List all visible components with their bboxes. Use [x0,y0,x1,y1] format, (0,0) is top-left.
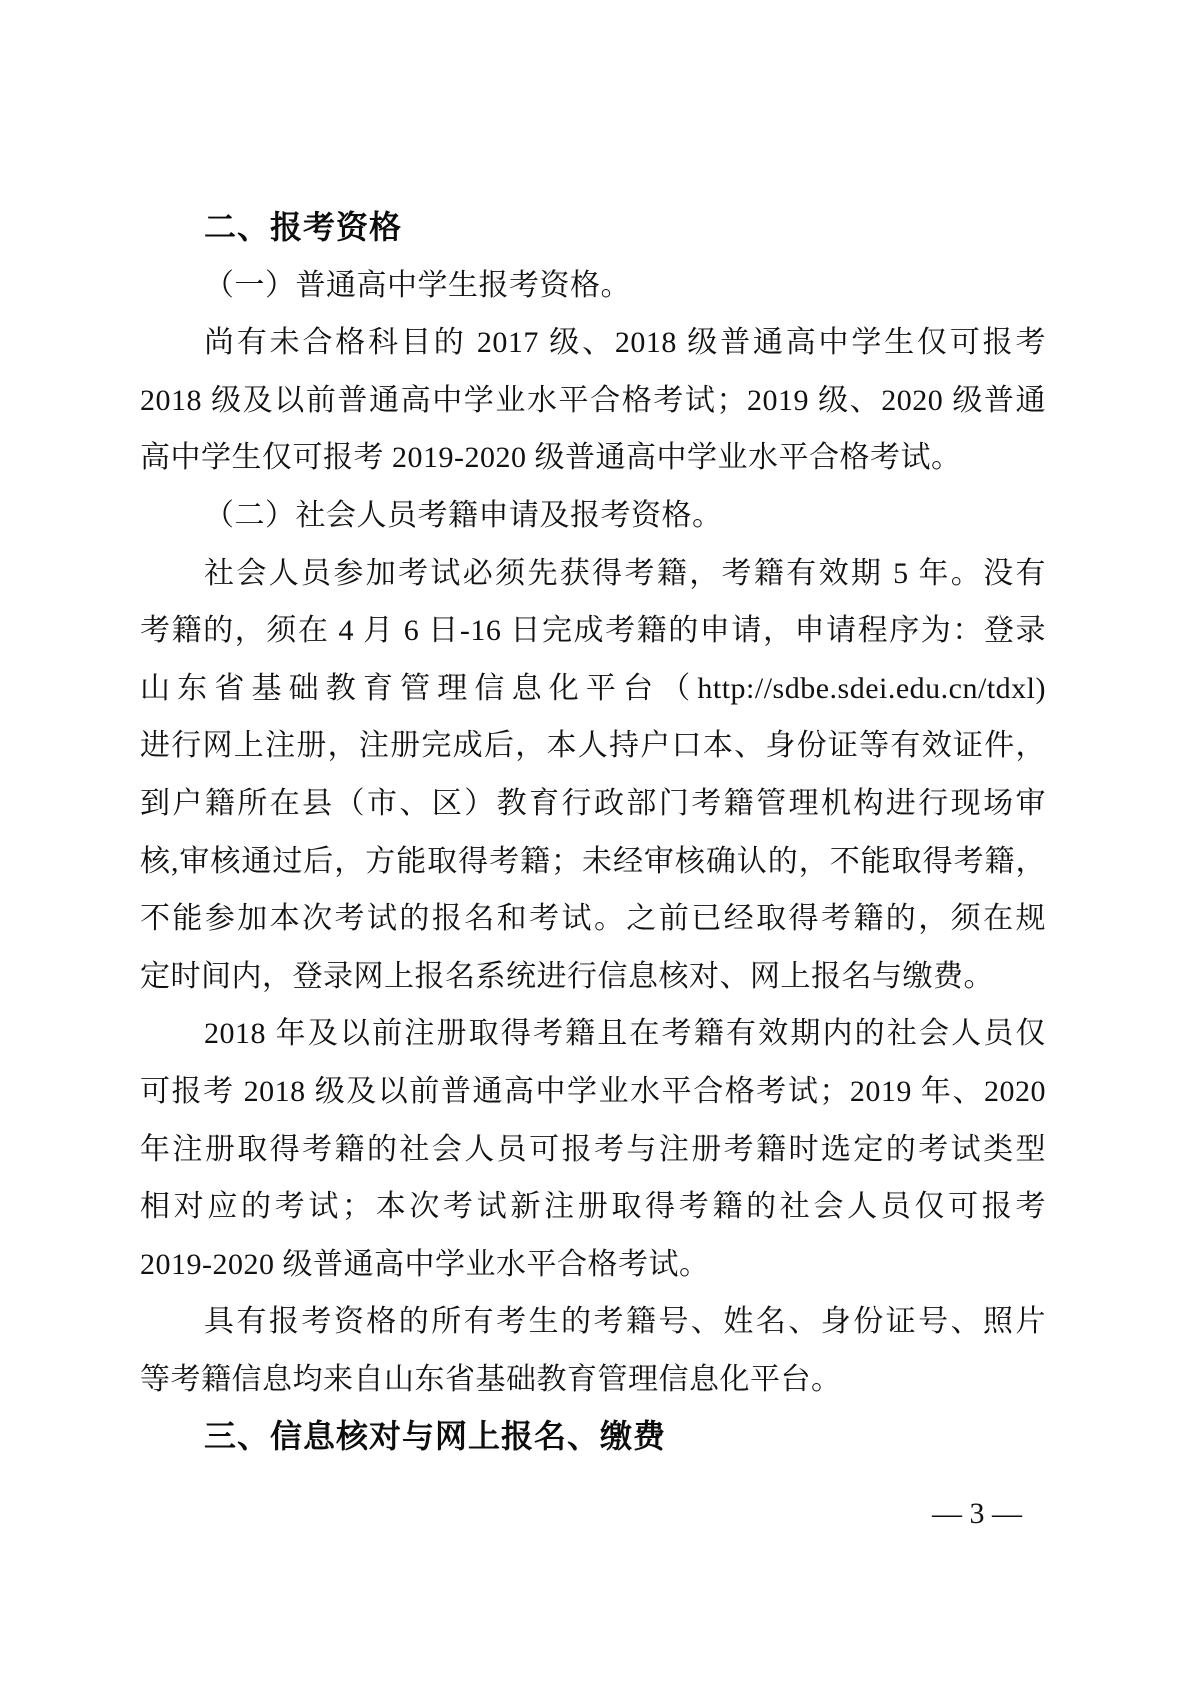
doc-line: 2019-2020 级普通高中学业水平合格考试。 [140,1247,710,1281]
doc-line: 到户籍所在县（市、区）教育行政部门考籍管理机构进行现场审 [140,786,1046,820]
doc-line: 等考籍信息均来自山东省基础教育管理信息化平台。 [140,1362,842,1396]
doc-line: 2018 年及以前注册取得考籍且在考籍有效期内的社会人员仅 [204,1017,1046,1051]
doc-line: 社会人员参加考试必须先获得考籍，考籍有效期 5 年。没有 [204,556,1046,590]
doc-line: 考籍的，须在 4 月 6 日-16 日完成考籍的申请，申请程序为：登录 [140,614,1046,648]
doc-line: 进行网上注册，注册完成后，本人持户口本、身份证等有效证件， [140,729,1046,763]
doc-line: 不能参加本次考试的报名和考试。之前已经取得考籍的，须在规 [140,902,1046,936]
page-number: — 3 — [932,1497,1022,1531]
doc-line: 尚有未合格科目的 2017 级、2018 级普通高中学生仅可报考 [204,326,1046,360]
doc-line: 具有报考资格的所有考生的考籍号、姓名、身份证号、照片 [204,1305,1046,1339]
subsection-heading-1: （一）普通高中学生报考资格。 [204,268,631,302]
doc-line: 相对应的考试；本次考试新注册取得考籍的社会人员仅可报考 [140,1190,1046,1224]
section-heading-3: 三、信息核对与网上报名、缴费 [204,1418,667,1455]
subsection-heading-2: （二）社会人员考籍申请及报考资格。 [204,498,723,532]
doc-line: 核,审核通过后，方能取得考籍；未经审核确认的，不能取得考籍， [140,844,1046,878]
doc-line: 山东省基础教育管理信息化平台（http://sdbe.sdei.edu.cn/tdxl) [140,671,1046,705]
doc-line: 可报考 2018 级及以前普通高中学业水平合格考试；2019 年、2020 [140,1074,1046,1108]
doc-line: 年注册取得考籍的社会人员可报考与注册考籍时选定的考试类型 [140,1132,1046,1166]
doc-line: 高中学生仅可报考 2019-2020 级普通高中学业水平合格考试。 [140,441,962,475]
section-heading-2: 二、报考资格 [204,209,403,245]
doc-line: 定时间内，登录网上报名系统进行信息核对、网上报名与缴费。 [140,959,994,993]
doc-line: 2018 级及以前普通高中学业水平合格考试；2019 级、2020 级普通 [140,383,1046,417]
